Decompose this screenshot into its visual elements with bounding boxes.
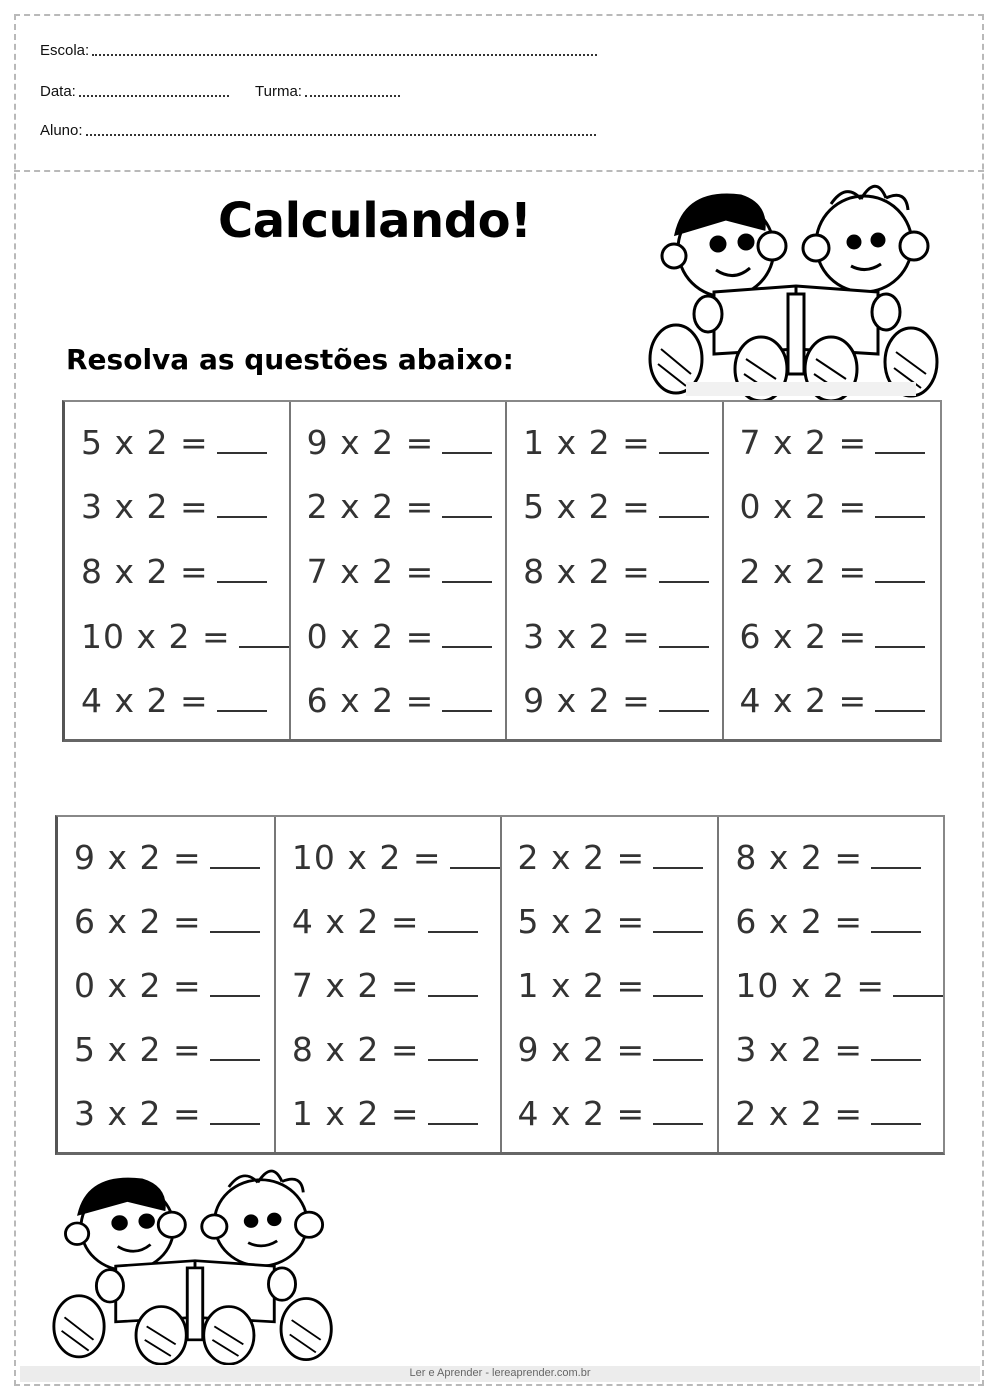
kids-reading-illustration [50, 1160, 340, 1365]
problem-item[interactable]: 3 x 2 = [719, 1030, 943, 1069]
answer-blank[interactable] [210, 1099, 260, 1125]
answer-blank[interactable] [875, 492, 925, 518]
answer-blank[interactable] [450, 843, 500, 869]
multiplication-table-2 [55, 815, 945, 1155]
answer-blank[interactable] [428, 907, 478, 933]
answer-blank[interactable] [659, 492, 709, 518]
answer-blank[interactable] [653, 1035, 703, 1061]
problem-item[interactable]: 10 x 2 = [719, 966, 943, 1005]
problem-item[interactable]: 1 x 2 = [507, 423, 721, 462]
problem-item[interactable]: 9 x 2 = [58, 838, 274, 877]
table-column [58, 817, 276, 1152]
answer-blank[interactable] [210, 907, 260, 933]
answer-blank[interactable] [442, 557, 492, 583]
answer-blank[interactable] [210, 843, 260, 869]
problem-item[interactable]: 7 x 2 = [276, 966, 500, 1005]
problem-item[interactable]: 4 x 2 = [65, 681, 289, 720]
answer-blank[interactable] [428, 1035, 478, 1061]
problem-item[interactable]: 8 x 2 = [276, 1030, 500, 1069]
table-column [291, 402, 507, 739]
school-label: Escola: [40, 42, 90, 59]
problem-item[interactable]: 6 x 2 = [291, 681, 505, 720]
problem-item[interactable]: 5 x 2 = [502, 902, 718, 941]
problem-item[interactable]: 9 x 2 = [507, 681, 721, 720]
problem-item[interactable]: 10 x 2 = [276, 838, 500, 877]
answer-blank[interactable] [871, 843, 921, 869]
problem-item[interactable]: 3 x 2 = [507, 617, 721, 656]
problem-item[interactable]: 8 x 2 = [719, 838, 943, 877]
answer-blank[interactable] [659, 428, 709, 454]
problem-item[interactable]: 1 x 2 = [502, 966, 718, 1005]
problem-item[interactable]: 2 x 2 = [719, 1094, 943, 1133]
problem-item[interactable]: 5 x 2 = [65, 423, 289, 462]
answer-blank[interactable] [653, 907, 703, 933]
student-field[interactable] [40, 122, 596, 139]
footer-credit: Ler e Aprender - lereaprender.com.br [409, 1367, 591, 1379]
answer-blank[interactable] [442, 428, 492, 454]
student-line[interactable] [86, 128, 596, 136]
answer-blank[interactable] [210, 1035, 260, 1061]
student-label: Aluno: [40, 122, 83, 139]
answer-blank[interactable] [659, 622, 709, 648]
problem-item[interactable]: 4 x 2 = [502, 1094, 718, 1133]
answer-blank[interactable] [875, 428, 925, 454]
answer-blank[interactable] [875, 557, 925, 583]
answer-blank[interactable] [442, 686, 492, 712]
answer-blank[interactable] [217, 428, 267, 454]
problem-item[interactable]: 0 x 2 = [291, 617, 505, 656]
problem-item[interactable]: 6 x 2 = [719, 902, 943, 941]
answer-blank[interactable] [653, 971, 703, 997]
problem-item[interactable]: 4 x 2 = [724, 681, 940, 720]
table-column [65, 402, 291, 739]
problem-item[interactable]: 3 x 2 = [65, 487, 289, 526]
answer-blank[interactable] [875, 686, 925, 712]
answer-blank[interactable] [210, 971, 260, 997]
answer-blank[interactable] [659, 557, 709, 583]
problem-item[interactable]: 8 x 2 = [507, 552, 721, 591]
answer-blank[interactable] [653, 843, 703, 869]
problem-item[interactable]: 4 x 2 = [276, 902, 500, 941]
answer-blank[interactable] [217, 686, 267, 712]
problem-item[interactable]: 3 x 2 = [58, 1094, 274, 1133]
answer-blank[interactable] [428, 971, 478, 997]
date-label: Data: [40, 83, 76, 100]
answer-blank[interactable] [442, 622, 492, 648]
problem-item[interactable]: 9 x 2 = [502, 1030, 718, 1069]
answer-blank[interactable] [871, 907, 921, 933]
multiplication-table-1 [62, 400, 942, 742]
problem-item[interactable]: 6 x 2 = [724, 617, 940, 656]
answer-blank[interactable] [871, 1035, 921, 1061]
class-label: Turma: [255, 83, 302, 100]
problem-item[interactable]: 0 x 2 = [724, 487, 940, 526]
problem-item[interactable]: 0 x 2 = [58, 966, 274, 1005]
header-divider [14, 170, 984, 172]
answer-blank[interactable] [871, 1099, 921, 1125]
answer-blank[interactable] [217, 492, 267, 518]
date-field[interactable] [40, 83, 229, 100]
problem-item[interactable]: 7 x 2 = [724, 423, 940, 462]
problem-item[interactable]: 6 x 2 = [58, 902, 274, 941]
kids-reading-illustration [646, 174, 946, 402]
school-field[interactable] [40, 42, 597, 59]
answer-blank[interactable] [893, 971, 943, 997]
class-line[interactable] [305, 89, 400, 97]
problem-item[interactable]: 8 x 2 = [65, 552, 289, 591]
school-line[interactable] [92, 48, 597, 56]
problem-item[interactable]: 10 x 2 = [65, 617, 289, 656]
problem-item[interactable]: 9 x 2 = [291, 423, 505, 462]
answer-blank[interactable] [659, 686, 709, 712]
instruction-text: Resolva as questões abaixo: [66, 343, 514, 376]
problem-item[interactable]: 2 x 2 = [291, 487, 505, 526]
problem-item[interactable]: 1 x 2 = [276, 1094, 500, 1133]
table-column [502, 817, 720, 1152]
problem-item[interactable]: 5 x 2 = [507, 487, 721, 526]
answer-blank[interactable] [442, 492, 492, 518]
date-line[interactable] [79, 89, 229, 97]
table-column [276, 817, 502, 1152]
answer-blank[interactable] [653, 1099, 703, 1125]
table-column [719, 817, 943, 1152]
page-title: Calculando! [218, 193, 532, 249]
problem-item[interactable]: 7 x 2 = [291, 552, 505, 591]
table-column [507, 402, 723, 739]
answer-blank[interactable] [428, 1099, 478, 1125]
class-field[interactable] [255, 83, 400, 100]
answer-blank[interactable] [217, 557, 267, 583]
problem-item[interactable]: 2 x 2 = [724, 552, 940, 591]
table-column [724, 402, 940, 739]
answer-blank[interactable] [875, 622, 925, 648]
answer-blank[interactable] [239, 622, 289, 648]
problem-item[interactable]: 2 x 2 = [502, 838, 718, 877]
problem-item[interactable]: 5 x 2 = [58, 1030, 274, 1069]
